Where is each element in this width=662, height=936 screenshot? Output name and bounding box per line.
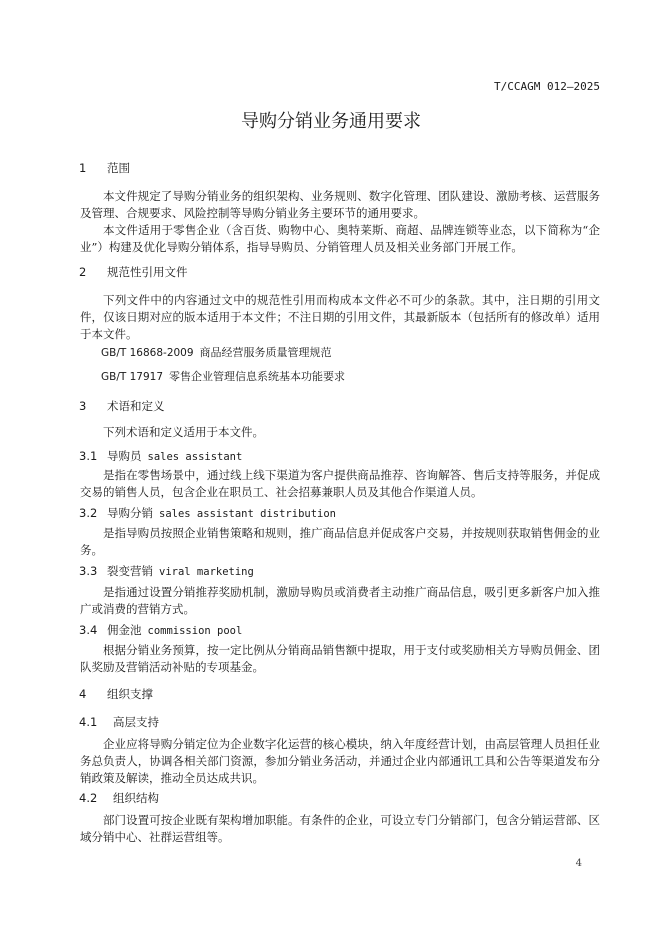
term-number: 3.3 — [79, 564, 98, 578]
term-heading-3-2 — [79, 505, 336, 521]
standard-number: T/CCAGM 012—2025 — [494, 80, 600, 93]
term-number: 3.1 — [79, 449, 98, 463]
term-english: sales assistant distribution — [159, 508, 337, 520]
term-number: 3.4 — [79, 623, 98, 637]
term-heading-3-3 — [79, 563, 254, 579]
term-definition: 是指导购员按照企业销售策略和规则，推广商品信息并促成客户交易，并按规则获取销售佣金的业务。 — [80, 526, 600, 557]
reference-code: GB/T 17917 — [101, 371, 164, 383]
section-number: 4 — [79, 687, 87, 701]
subsection-heading-4-1 — [79, 714, 159, 730]
subsection-heading-4-2 — [79, 790, 159, 806]
section-number: 1 — [79, 161, 87, 175]
section-heading-2 — [79, 264, 188, 280]
term-heading-3-1 — [79, 448, 242, 464]
reference-code: GB/T 16868-2009 — [101, 347, 194, 359]
paragraph: 部门设置可按企业既有架构增加职能。有条件的企业，可设立专门分销部门，包含分销运营部、区域分销中心、社群运营组等。 — [80, 813, 600, 844]
term-definition: 是指通过设置分销推荐奖励机制，激励导购员或消费者主动推广商品信息，吸引更多新客户加入推广或消费的营销方式。 — [80, 585, 600, 616]
page-number: 4 — [575, 858, 582, 869]
section-title: 规范性引用文件 — [107, 265, 188, 279]
term-name: 导购分销 — [107, 506, 153, 520]
section-title: 范围 — [107, 161, 130, 175]
section-heading-1 — [79, 160, 130, 176]
reference-name: 商品经营服务质量管理规范 — [199, 346, 332, 359]
subsection-number: 4.2 — [79, 791, 98, 805]
term-heading-3-4 — [79, 622, 242, 638]
term-definition: 根据分销业务预算，按一定比例从分销商品销售额中提取，用于支付或奖励相关方导购员佣金、团队奖励及营销活动补贴的专项基金。 — [80, 643, 600, 674]
paragraph: 本文件规定了导购分销业务的组织架构、业务规则、数字化管理、团队建设、激励考核、运营服务及管理、合规要求、风险控制等导购分销业务主要环节的通用要求。 — [80, 189, 600, 220]
subsection-title: 高层支持 — [113, 715, 159, 729]
normative-reference — [101, 344, 332, 360]
section-title: 组织支撑 — [107, 687, 153, 701]
section-number: 3 — [79, 399, 87, 413]
reference-name: 零售企业管理信息系统基本功能要求 — [169, 370, 346, 383]
subsection-number: 4.1 — [79, 715, 98, 729]
term-number: 3.2 — [79, 506, 98, 520]
term-english: sales assistant — [147, 451, 243, 463]
section-number: 2 — [79, 265, 87, 279]
paragraph: 下列术语和定义适用于本文件。 — [103, 425, 264, 439]
section-heading-3 — [79, 398, 165, 414]
section-title: 术语和定义 — [107, 399, 165, 413]
document-title: 导购分销业务通用要求 — [241, 111, 421, 132]
term-english: commission pool — [147, 625, 243, 637]
term-name: 导购员 — [107, 449, 142, 463]
paragraph: 下列文件中的内容通过文中的规范性引用而构成本文件必不可少的条款。其中，注日期的引用文件，仅该日期对应的版本适用于本文件；不注日期的引用文件，其最新版本（包括所有的修改单）适用于本文件。 — [80, 293, 600, 341]
normative-reference — [101, 368, 345, 384]
term-name: 裂变营销 — [107, 564, 153, 578]
paragraph: 本文件适用于零售企业（含百货、购物中心、奥特莱斯、商超、品牌连锁等业态，以下简称为“企业”）构建及优化导购分销体系，指导导购员、分销管理人员及相关业务部门开展工作。 — [80, 223, 600, 254]
section-heading-4 — [79, 686, 153, 702]
term-english: viral marketing — [159, 566, 254, 578]
term-definition: 是指在零售场景中，通过线上线下渠道为客户提供商品推荐、咨询解答、售后支持等服务，并促成交易的销售人员，包含企业在职员工、社会招募兼职人员及其他合作渠道人员。 — [80, 468, 600, 499]
paragraph: 企业应将导购分销定位为企业数字化运营的核心模块，纳入年度经营计划，由高层管理人员担任业务总负责人，协调各相关部门资源，参加分销业务活动，并通过企业内部通讯工具和公告等渠道发布分销政策及解读，推动全员达成共识。 — [80, 737, 600, 785]
subsection-title: 组织结构 — [113, 791, 159, 805]
term-name: 佣金池 — [107, 623, 142, 637]
